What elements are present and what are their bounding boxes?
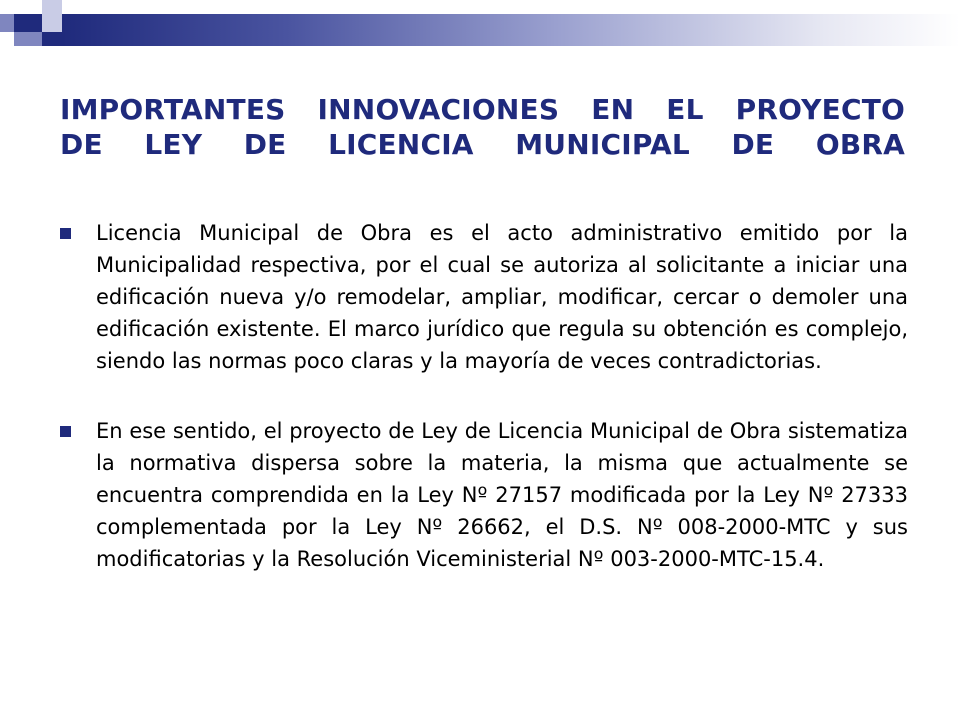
bullet-item — [60, 415, 908, 575]
corner-square-mid-bottom — [14, 32, 42, 46]
slide-title-line-2: DE LEY DE LICENCIA MUNICIPAL DE OBRA — [60, 128, 905, 161]
bullet-item — [60, 217, 908, 377]
corner-square-navy-small — [42, 32, 62, 46]
bullet-list — [60, 217, 908, 613]
bullet-square-icon — [60, 426, 71, 437]
corner-square-pale-top — [42, 0, 62, 14]
header-gradient-bar — [62, 14, 960, 46]
corner-square-pale-right — [42, 14, 62, 32]
slide-title — [60, 92, 905, 162]
corner-square-mid-left — [0, 14, 14, 32]
bullet-text: Licencia Municipal de Obra es el acto administrativo emitido por la Municipalidad respectiva, por el cual se autoriza al solicitante a iniciar una edificación nueva y/o remodelar, ampliar, modificar, cercar o demoler una edificación existente. El marco jurídico que regula su obtención es complejo, siendo las normas poco claras y la mayoría de veces contradictorias. — [96, 221, 908, 373]
corner-square-navy-large — [14, 14, 42, 32]
bullet-square-icon — [60, 228, 71, 239]
slide-title-line-1: IMPORTANTES INNOVACIONES EN EL PROYECTO — [60, 93, 905, 126]
bullet-text: En ese sentido, el proyecto de Ley de Licencia Municipal de Obra sistematiza la normativa dispersa sobre la materia, la misma que actualmente se encuentra comprendida en la Ley Nº 27157 modificada por la Ley Nº 27333 complementada por la Ley Nº 26662, el D.S. Nº 008-2000-MTC y sus modificatorias y la Resolución Viceministerial Nº 003-2000-MTC-15.4. — [96, 419, 908, 571]
